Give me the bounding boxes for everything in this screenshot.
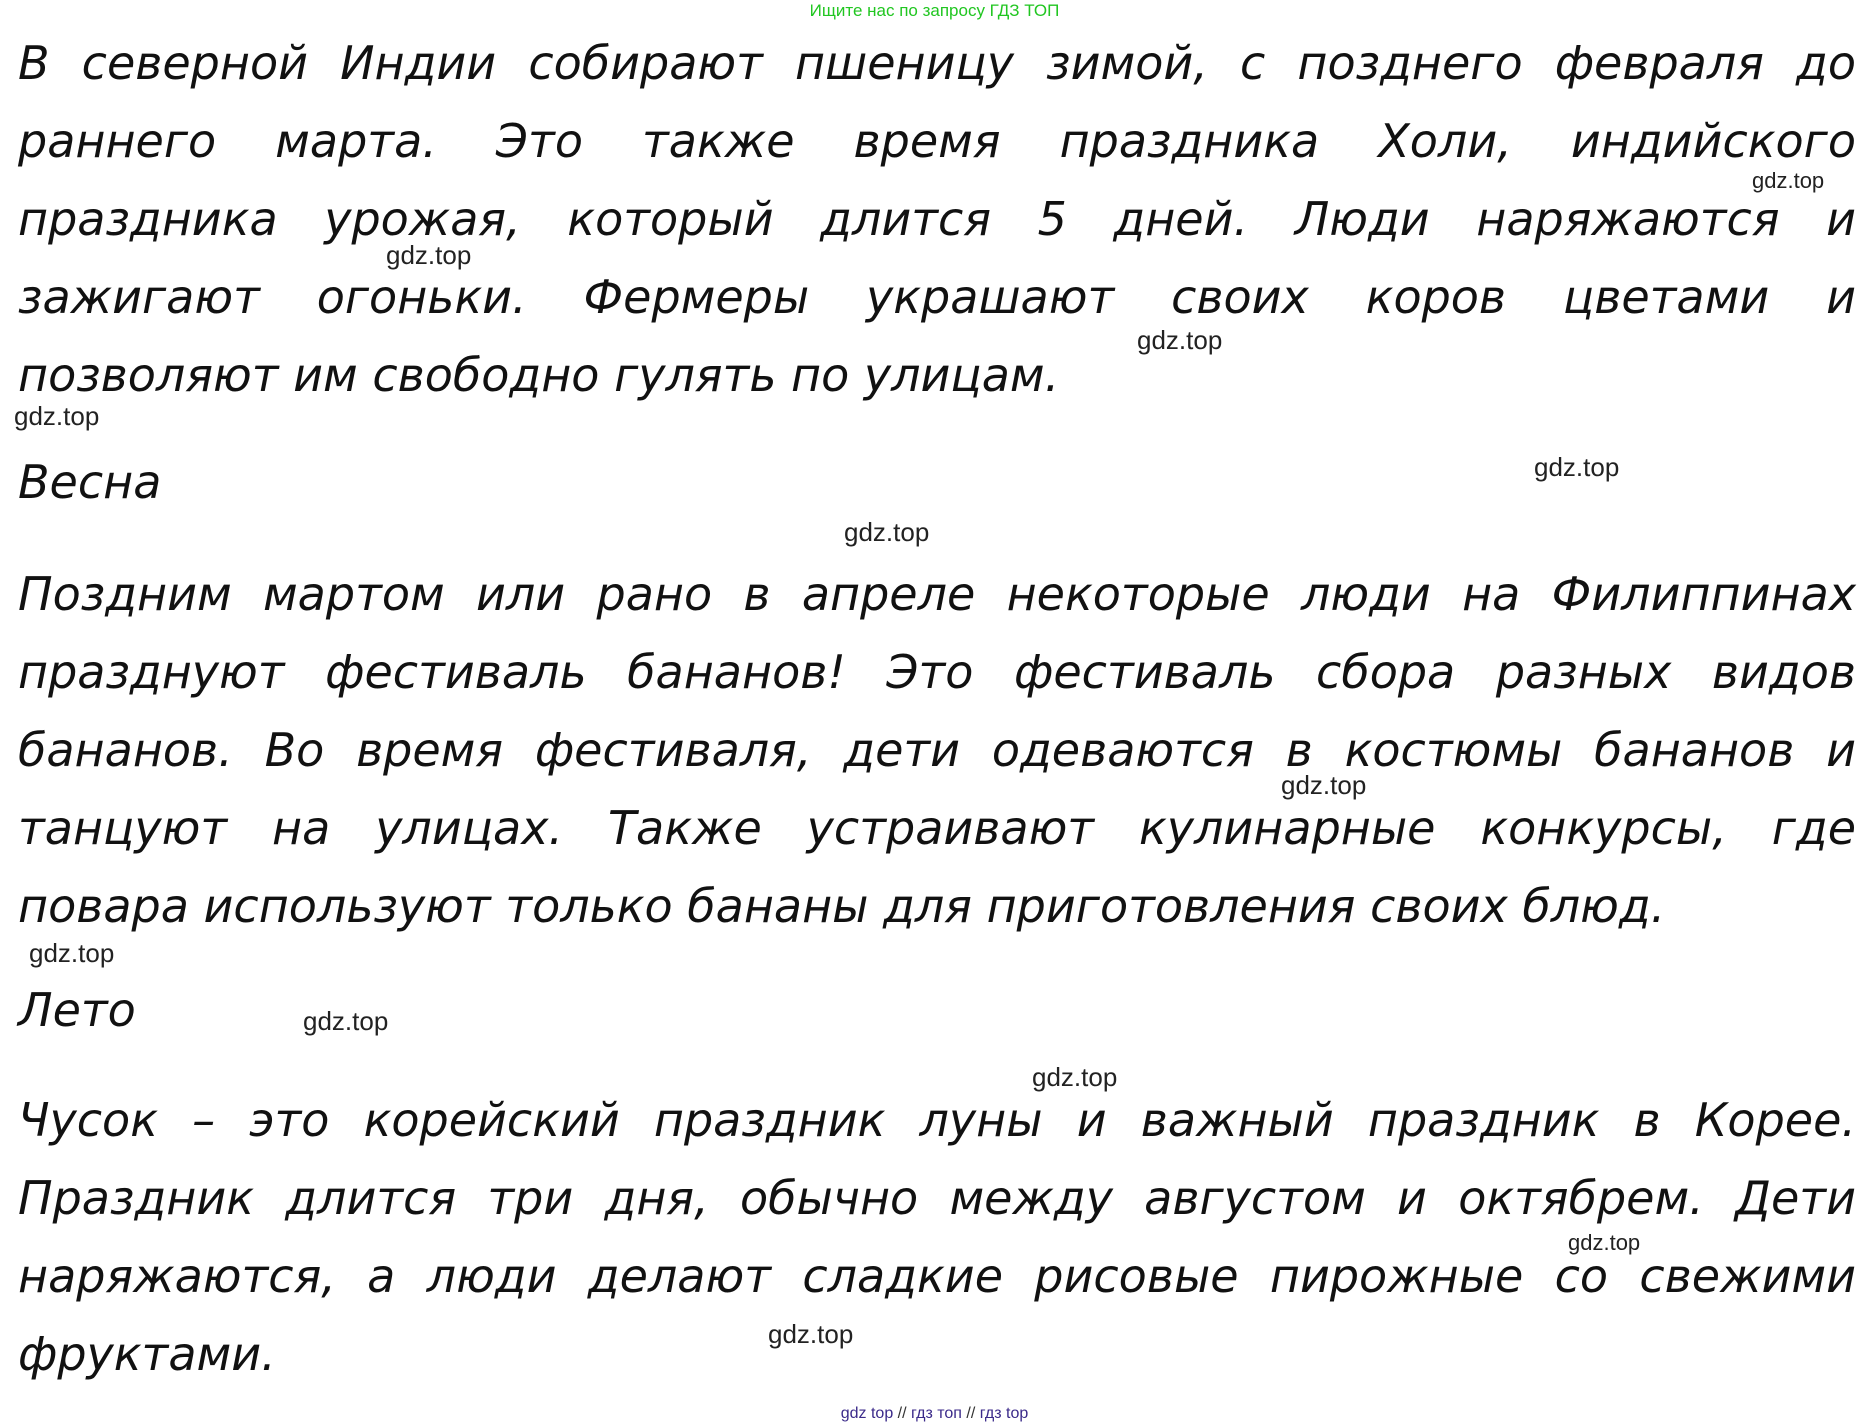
text-line: позволяют им свободно гулять по улицам.: [18, 348, 1060, 402]
watermark: gdz.top: [386, 240, 472, 270]
watermark: gdz.top: [768, 1319, 854, 1349]
text-line: раннего марта. Это также время праздника Холи, индийского: [18, 114, 1856, 168]
text-line: праздника урожая, который длится 5 дней. Люди наряжаются и: [18, 192, 1856, 246]
text-line: Чусок – это корейский праздник луны и важный праздник в Корее.: [18, 1093, 1856, 1147]
watermark: gdz.top: [844, 517, 930, 547]
text-line: бананов. Во время фестиваля, дети одеваются в костюмы бананов и: [18, 723, 1856, 777]
footer-separator: //: [897, 1405, 907, 1422]
footer-link[interactable]: гдз топ: [911, 1405, 962, 1422]
text-line: наряжаются, а люди делают сладкие рисовые пирожные со свежими: [18, 1249, 1856, 1303]
heading-summer: Лето: [18, 983, 136, 1037]
watermark: gdz.top: [1137, 325, 1223, 355]
paragraph-philippines: [18, 555, 1856, 945]
top-banner[interactable]: Ищите нас по запросу ГДЗ ТОП: [809, 1, 1060, 20]
text-line: зажигают огоньки. Фермеры украшают своих коров цветами и: [18, 270, 1856, 324]
watermark: gdz.top: [1032, 1062, 1118, 1092]
watermark: gdz.top: [29, 938, 115, 968]
text-line: В северной Индии собирают пшеницу зимой, с позднего февраля до: [18, 36, 1856, 90]
watermark: gdz.top: [1752, 168, 1825, 193]
watermark: gdz.top: [14, 401, 100, 431]
paragraph-india: [18, 24, 1856, 414]
footer-separator: //: [966, 1405, 976, 1422]
text-line: празднуют фестиваль бананов! Это фестиваль сбора разных видов: [18, 645, 1856, 699]
text-line: повара используют только бананы для приготовления своих блюд.: [18, 879, 1666, 933]
heading-spring: Весна: [18, 455, 162, 509]
footer-link[interactable]: гдз top: [979, 1405, 1029, 1422]
watermark: gdz.top: [1534, 452, 1620, 482]
text-line: танцуют на улицах. Также устраивают кулинарные конкурсы, где: [18, 801, 1856, 855]
text-line: Праздник длится три дня, обычно между августом и октябрем. Дети: [18, 1171, 1856, 1225]
text-line: фруктами.: [18, 1327, 276, 1381]
watermark: gdz.top: [1568, 1230, 1641, 1255]
watermark: gdz.top: [303, 1006, 389, 1036]
footer-link[interactable]: gdz top: [840, 1405, 894, 1422]
text-line: Поздним мартом или рано в апреле некоторые люди на Филиппинах: [18, 567, 1856, 621]
footer-links: [0, 1404, 1869, 1424]
watermark: gdz.top: [1281, 770, 1367, 800]
